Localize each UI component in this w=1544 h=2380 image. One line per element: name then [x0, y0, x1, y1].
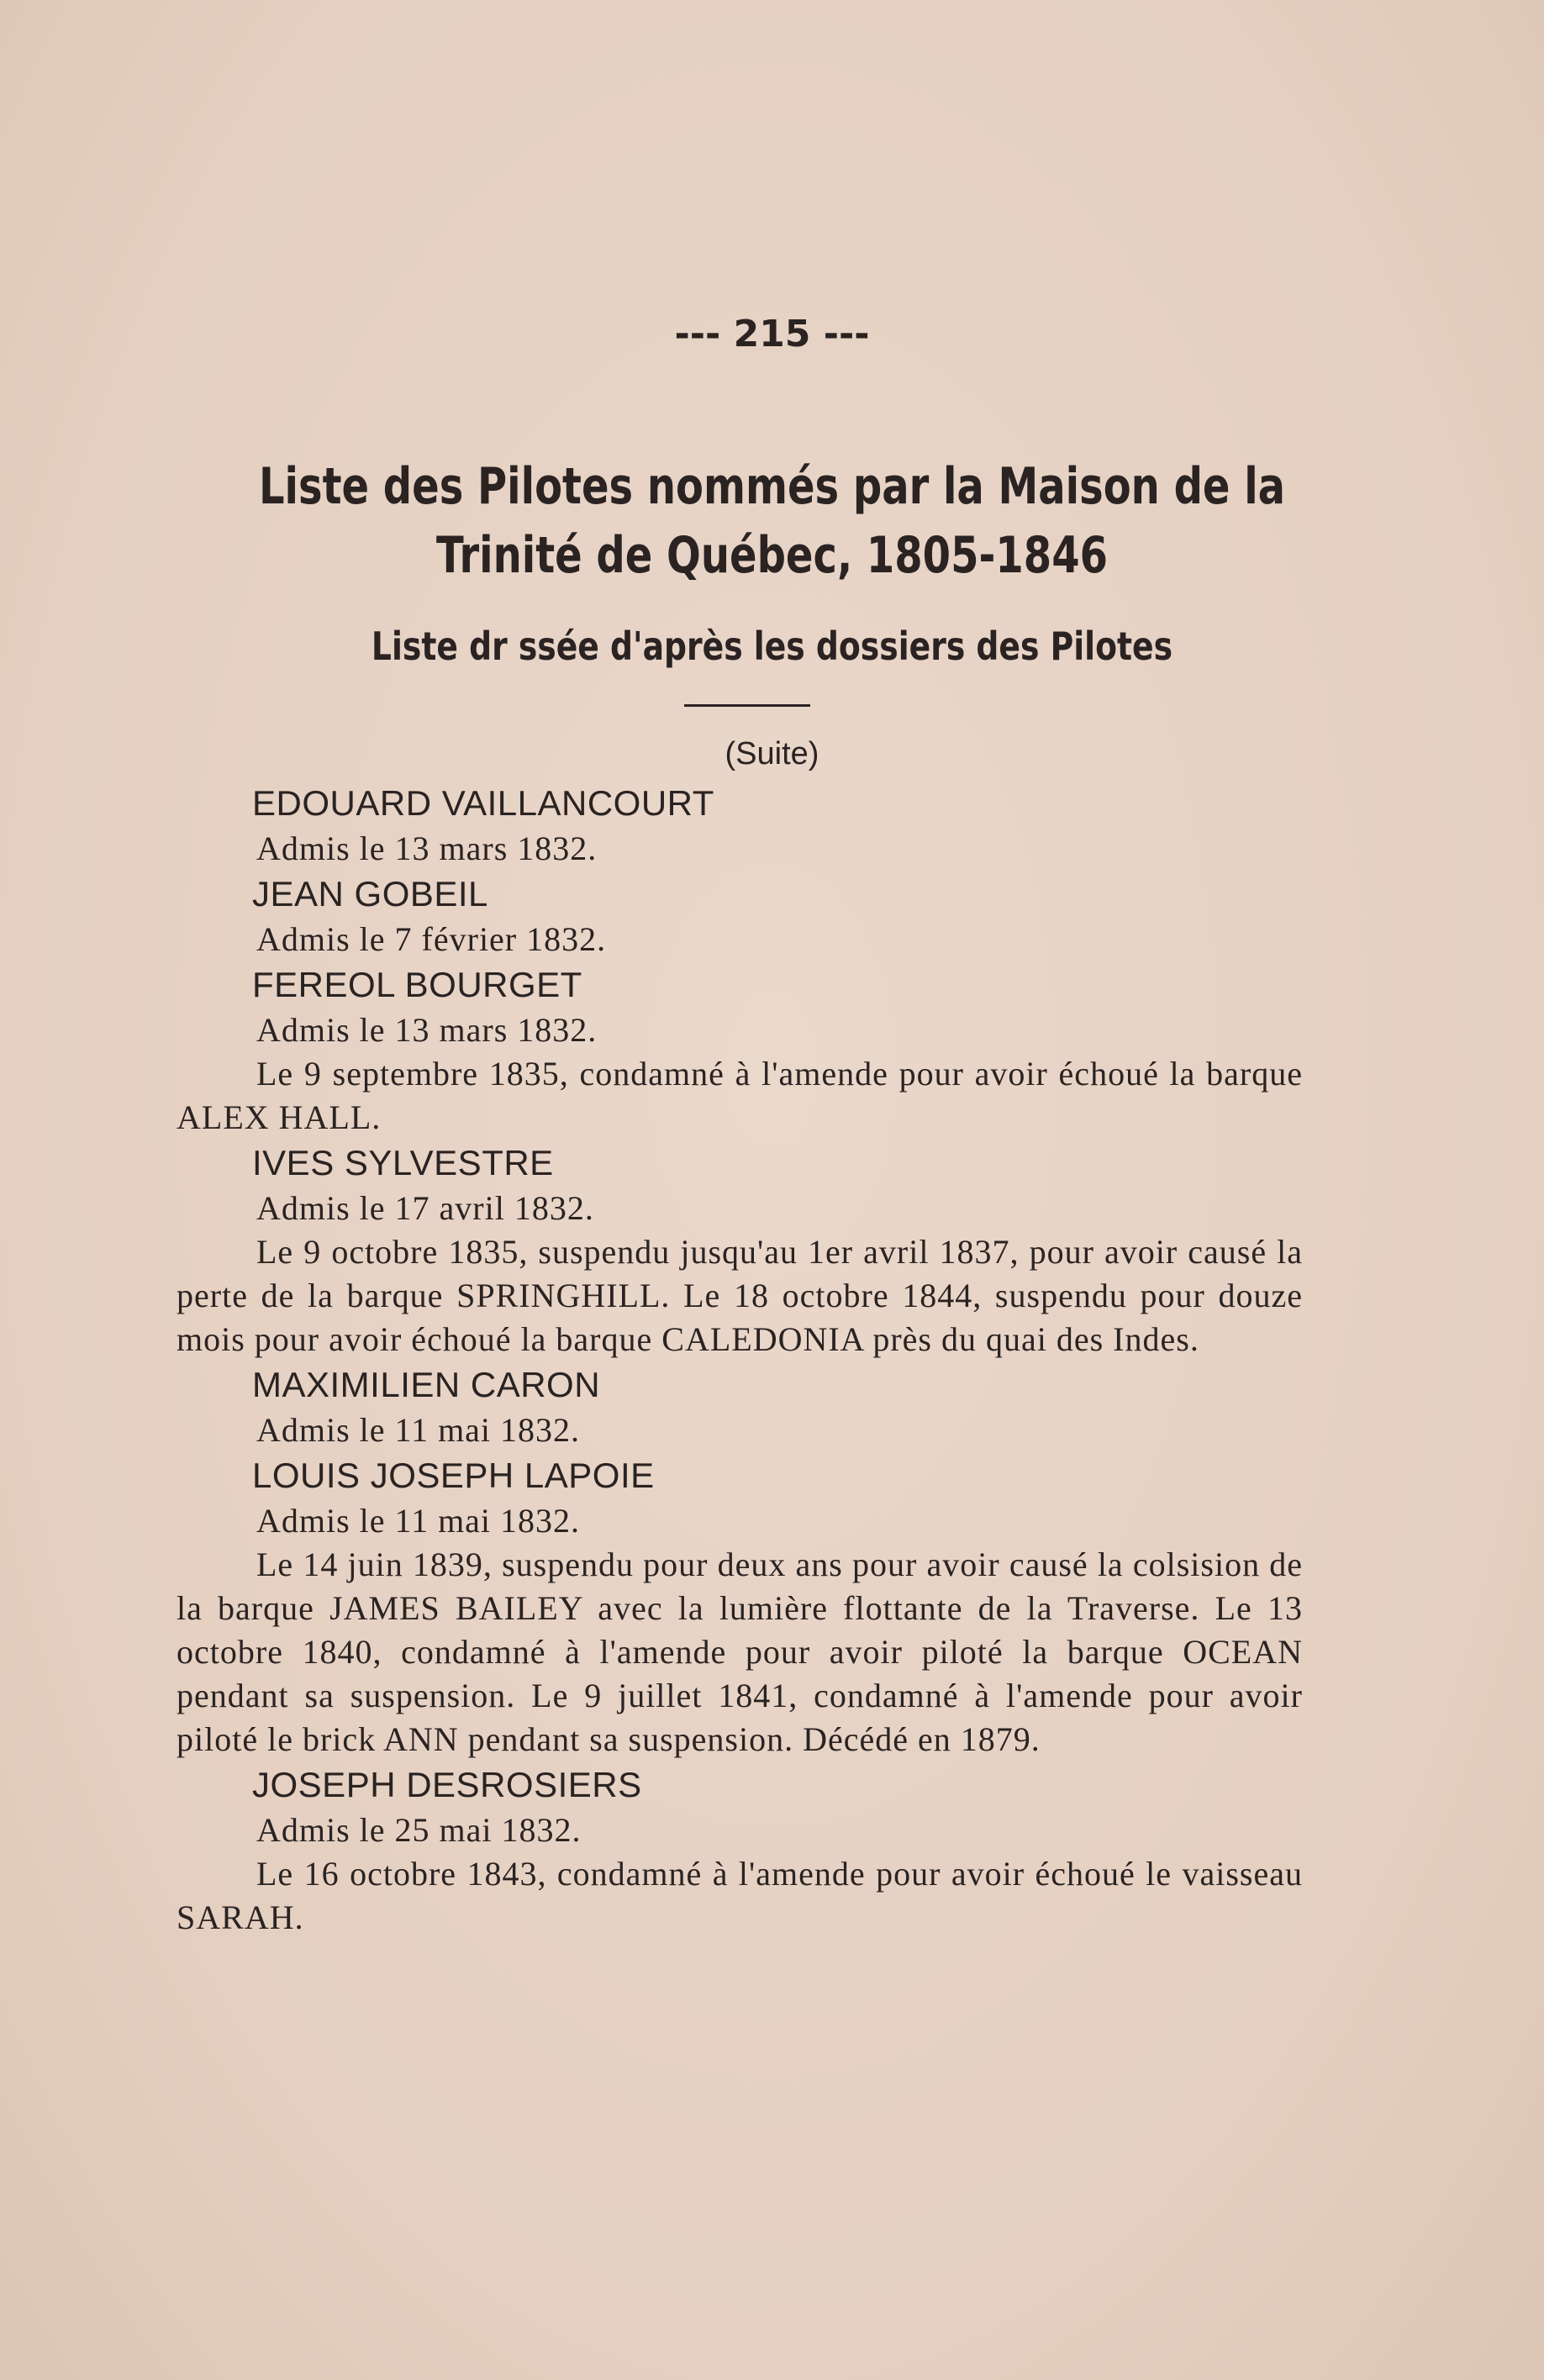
page-title: Liste des Pilotes nommés par la Maison de la Trinité de Québec, 1805-1846 — [258, 457, 1286, 585]
admission-date: Admis le 7 février 1832. — [256, 920, 607, 958]
pilot-entry — [177, 780, 1303, 871]
pilot-entry — [177, 961, 1303, 1140]
pilot-entry — [177, 871, 1303, 961]
pilot-name: JEAN GOBEIL — [252, 874, 488, 914]
admission-date: Admis le 13 mars 1832. — [256, 1011, 598, 1049]
pilot-list — [177, 780, 1303, 1940]
pilot-entry — [177, 1140, 1303, 1361]
pilot-name: IVES SYLVESTRE — [252, 1143, 554, 1182]
admission-date: Admis le 11 mai 1832. — [256, 1502, 581, 1540]
pilot-entry — [177, 1361, 1303, 1452]
admission-date: Admis le 25 mai 1832. — [256, 1811, 582, 1849]
pilot-name: LOUIS JOSEPH LAPOIE — [252, 1456, 655, 1495]
pilot-name: MAXIMILIEN CARON — [252, 1365, 601, 1404]
pilot-entry — [177, 1452, 1303, 1761]
title-divider — [684, 704, 810, 707]
pilot-note: Le 9 septembre 1835, condamné à l'amende pour avoir échoué la barque ALEX HALL. — [177, 1055, 1303, 1136]
pilot-note: Le 14 juin 1839, suspendu pour deux ans pour avoir causé la colsision de la barque JAMES BAILEY avec la lumière flottante de la Traverse. Le 13 octobre 1840, condamné à l'amende pour avoir piloté la barque OCEAN pendant sa suspension. Le 9 juillet 1841, condamné à l'amende pour avoir piloté le brick ANN pendant sa suspension. Décédé en 1879. — [177, 1545, 1303, 1758]
page-number: --- 215 --- — [674, 313, 870, 355]
pilot-name: JOSEPH DESROSIERS — [252, 1765, 642, 1804]
admission-date: Admis le 11 mai 1832. — [256, 1411, 581, 1449]
admission-date: Admis le 17 avril 1832. — [256, 1189, 594, 1227]
suite-label: (Suite) — [725, 736, 819, 771]
pilot-note: Le 9 octobre 1835, suspendu jusqu'au 1er avril 1837, pour avoir causé la perte de la barque SPRINGHILL. Le 18 octobre 1844, suspendu pour douze mois pour avoir échoué la barque CALEDONIA près du quai des Indes. — [177, 1233, 1303, 1358]
pilot-name: EDOUARD VAILLANCOURT — [252, 783, 714, 823]
page-subtitle: Liste dr ssée d'après les dossiers des Pilotes — [371, 624, 1173, 669]
pilot-note: Le 16 octobre 1843, condamné à l'amende pour avoir échoué le vaisseau SARAH. — [177, 1855, 1303, 1936]
admission-date: Admis le 13 mars 1832. — [256, 829, 598, 867]
pilot-name: FEREOL BOURGET — [252, 965, 582, 1004]
pilot-entry — [177, 1761, 1303, 1940]
